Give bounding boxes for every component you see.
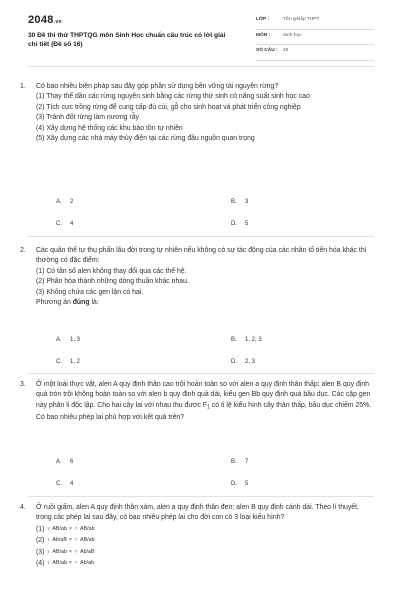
answer-option-d[interactable] [231,357,255,367]
answer-options [56,457,376,487]
answer-text: 6 [70,459,74,465]
cross-1 [36,524,376,535]
statement-3: (3) Không chứa các gen lặn có hại. [36,288,144,296]
male-symbol-icon: ♂ [74,537,79,544]
genotype-male: AB/ab [79,537,95,544]
answer-option-b[interactable] [231,457,248,467]
question-4 [20,503,376,598]
question-stem: Có bao nhiêu biện pháp sau đây góp phần sử dụng bền vững tài nguyên rừng? [36,83,279,90]
male-symbol-icon: ♂ [74,525,79,532]
question-number: 3. [20,381,26,388]
answer-letter: B. [231,199,237,205]
header-divider [28,66,374,67]
female-symbol-icon: ♀ [46,525,51,532]
answer-text: 3 [245,199,249,205]
statement-1: (1) Thay thế dần các rừng nguyên sinh bằng các rừng thứ sinh có năng suất sinh học cao [36,93,310,101]
site-logo[interactable] [28,14,62,26]
document-title: 30 Đề thi thử THPTQG môn Sinh Học chuẩn cấu trúc có lời giải chi tiết (Đề số 16) [28,32,226,48]
question-divider [28,496,374,497]
document-meta [256,14,374,61]
answer-options [56,335,376,365]
document-header [28,14,374,58]
female-symbol-icon: ♀ [46,560,51,567]
answer-letter: D. [231,221,237,227]
meta-label: MÔN : [256,32,271,38]
meta-value: 40 [283,48,289,53]
answer-letter: C. [56,359,62,365]
genotype-male: Ab/aB [79,548,95,555]
question-stem [36,380,376,423]
answer-letter: D. [231,359,237,365]
answer-letter: C. [56,221,62,227]
genotype-male: Ab/ab [79,560,95,567]
question-number: 2. [20,247,26,254]
answer-text: 2, 3 [245,359,256,365]
meta-row-subject [256,30,374,46]
question-text [36,246,376,308]
answer-letter: A. [56,337,62,343]
prompt-text: là: [89,299,99,307]
cross-symbol: × [68,560,73,567]
cross-symbol: × [68,548,73,555]
meta-label: SỐ CÂU : [256,48,278,53]
answer-option-a[interactable] [56,457,73,467]
cross-3 [36,547,376,558]
question-number: 1. [20,83,26,90]
answer-letter: D. [231,481,237,487]
logo-suffix: .vn [53,19,62,25]
cross-2 [36,535,376,546]
answer-text: 1, 3 [70,337,81,343]
answer-letter: B. [231,337,237,343]
question-stem: Ở ruồi giấm, alen A quy định thân xám, alen a quy định thân đen; alen B quy định cánh dài. Theo lí thuyết, trong các phép lai sau đây, có bao nhiêu phép lai cho đời con có 3 loại kiểu hình? [36,504,359,522]
statement-1: (1) Có tần số alen không thay đổi qua các thế hệ. [36,267,187,275]
answer-text: 2 [70,199,74,205]
question-divider [28,236,374,237]
statement-2: (2) Phân hóa thành những dòng thuần khác nhau. [36,278,189,286]
genotype-female: AB/ab [52,525,67,532]
question-2 [20,246,376,370]
logo-text: 2048 [28,14,54,26]
statement-3: (3) Tránh đốt rừng làm nương rẫy [36,114,139,122]
genotype-female: AB/ab [52,560,67,567]
statement-4: (4) Xây dựng hệ thống các khu bảo tồn tự nhiên [36,124,183,132]
female-symbol-icon: ♀ [46,548,51,555]
meta-label: LỚP : [256,17,270,22]
generation-subscript: 1 [207,404,210,411]
female-symbol-icon: ♀ [46,537,51,544]
meta-row-count [256,45,374,61]
answer-option-a[interactable] [56,335,80,345]
question-1 [20,82,376,232]
cross-4 [36,558,376,569]
answer-text: 5 [245,221,249,227]
answer-letter: C. [56,481,62,487]
question-text [36,380,376,423]
cross-symbol: × [68,525,73,532]
answer-text: 1, 2 [70,359,81,365]
genotype-male: AB/ab [79,525,95,532]
genotype-female: AB/ab [52,548,67,555]
question-number: 4. [20,504,26,511]
answer-option-a[interactable] [56,197,73,207]
answer-letter: A. [56,199,62,205]
stem-text: có tỉ lệ kiểu hình cây thân thấp, bầu dục chiếm 25%. Có bao nhiêu phép lai phù hợp với kết quả trên? [36,401,372,421]
question-3 [20,380,376,494]
answer-option-b[interactable] [231,197,248,207]
meta-value: Sinh học [283,32,302,38]
answer-option-c[interactable] [56,479,73,489]
answer-text: 7 [245,459,249,465]
answer-option-b[interactable] [231,335,262,345]
answer-text: 1, 2, 3 [245,337,262,343]
question-prompt [36,298,376,308]
answer-option-c[interactable] [56,357,80,367]
cross-label: (2) [36,537,45,545]
answer-text: 4 [70,481,74,487]
male-symbol-icon: ♂ [74,548,79,555]
prompt-emphasis: đúng [72,299,90,307]
answer-option-c[interactable] [56,219,73,229]
male-symbol-icon: ♂ [74,560,79,567]
meta-row-class [256,14,374,30]
question-text [36,503,376,570]
answer-letter: B. [231,459,237,465]
answer-option-d[interactable] [231,219,248,229]
answer-text: 4 [70,221,74,227]
cross-label: (1) [36,525,45,533]
prompt-text: Phương án [36,299,73,307]
statement-5: (5) Xây dựng các nhà máy thủy điện tại các rừng đầu nguồn quan trọng [36,135,255,143]
answer-text: 5 [245,481,249,487]
cross-symbol: × [68,537,73,544]
answer-letter: A. [56,459,62,465]
question-stem: Các quần thể tự thụ phấn lâu đời trong tự nhiên nếu không có sự tác động của các nhân tố tiến hóa khác thì thường có đặc điểm: [36,247,367,265]
cross-label: (3) [36,548,45,556]
answer-option-d[interactable] [231,479,248,489]
answer-options [56,197,376,227]
stem-text: Ở một loài thực vật, alen A quy định thân cao trội hoàn toàn so với alen a quy định thân thấp; alen B quy định quả tròn trội không hoàn toàn so với alen b quy định quả dài, kiểu gen Bb quy định quả bầu dục. Các cặp gen này phân li độc lập. Cho hai cây lai với nhau thu được F [36,381,371,409]
meta-value: Tốt nghiệp THPT [283,17,320,22]
question-text [36,82,376,144]
statement-2: (2) Tích cực trồng rừng để cung cấp đủ củi, gỗ cho sinh hoạt và phát triển công nghiệp [36,103,301,111]
question-divider [28,373,374,374]
genotype-female: Ab/aB [52,537,67,544]
cross-label: (4) [36,560,45,568]
